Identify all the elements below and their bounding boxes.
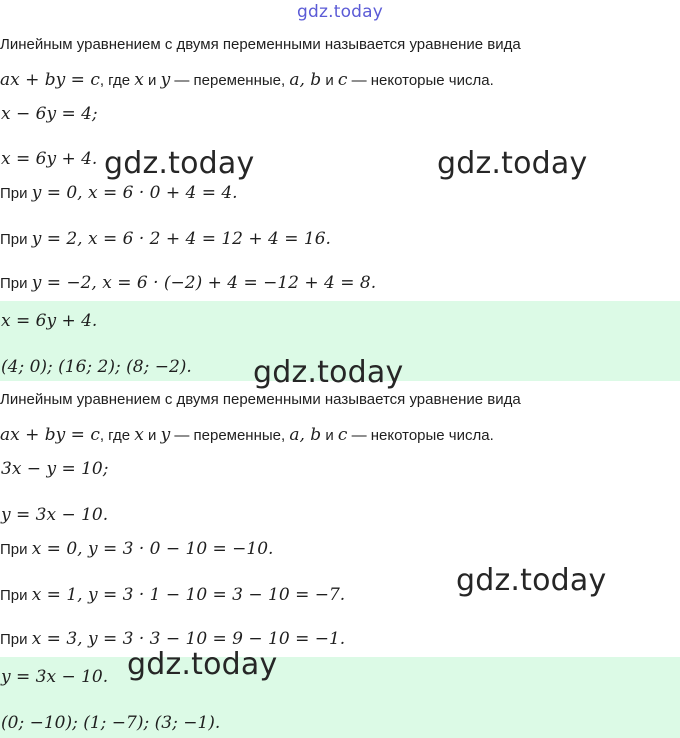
answer-formula: y = 3x − 10. (1, 667, 109, 687)
def-text-numbers: — некоторые числа. (347, 427, 494, 444)
step-prefix: При (0, 541, 28, 558)
step-3 (0, 629, 345, 649)
step-prefix: При (0, 231, 28, 248)
answer-pairs: (4; 0); (16; 2); (8; −2). (1, 357, 192, 377)
step-math: y = 0, x = 6 · 0 + 4 = 4. (31, 183, 238, 203)
def-formula: ax + by = c (0, 425, 100, 445)
step-math: y = 2, x = 6 · 2 + 4 = 12 + 4 = 16. (31, 229, 331, 249)
step-1 (0, 183, 238, 203)
step-math: x = 0, y = 3 · 0 − 10 = −10. (31, 539, 274, 559)
def-text-where: , где (99, 427, 135, 444)
step-3 (0, 273, 376, 293)
step-prefix: При (0, 275, 28, 292)
watermark-top: gdz.today (297, 2, 384, 22)
def-text-variables: — переменные, (170, 427, 290, 444)
def-coef-c: c (337, 425, 348, 445)
def-coef-ab: a, b (289, 425, 322, 445)
def-var-x: x (134, 425, 144, 445)
step-prefix: При (0, 631, 28, 648)
def-text-numbers: — некоторые числа. (347, 72, 494, 89)
watermark: gdz.today (437, 146, 588, 181)
expressed-equation: y = 3x − 10. (1, 505, 109, 525)
step-2 (0, 585, 345, 605)
definition-line1: Линейным уравнением с двумя переменными называется уравнение вида (0, 391, 521, 408)
watermark: gdz.today (104, 146, 255, 181)
definition-line1: Линейным уравнением с двумя переменными называется уравнение вида (0, 36, 521, 53)
step-prefix: При (0, 587, 28, 604)
def-coef-ab: a, b (289, 70, 322, 90)
step-math: y = −2, x = 6 · (−2) + 4 = −12 + 4 = 8. (31, 273, 377, 293)
def-text-and: и (143, 72, 161, 89)
def-var-y: y (160, 70, 171, 90)
equation: 3x − y = 10; (1, 459, 109, 479)
answer-formula: x = 6y + 4. (1, 311, 98, 331)
watermark: gdz.today (127, 647, 278, 682)
def-text-where: , где (99, 72, 135, 89)
def-var-x: x (134, 70, 144, 90)
step-1 (0, 539, 273, 559)
expressed-equation: x = 6y + 4. (1, 149, 98, 169)
step-prefix: При (0, 185, 28, 202)
step-math: x = 1, y = 3 · 1 − 10 = 3 − 10 = −7. (31, 585, 346, 605)
equation: x − 6y = 4; (1, 104, 98, 124)
def-formula: ax + by = c (0, 70, 100, 90)
step-math: x = 3, y = 3 · 3 − 10 = 9 − 10 = −1. (31, 629, 346, 649)
answer-pairs: (0; −10); (1; −7); (3; −1). (1, 713, 221, 733)
def-text-and2: и (321, 72, 338, 89)
def-text-and2: и (321, 427, 338, 444)
def-coef-c: c (337, 70, 348, 90)
def-var-y: y (160, 425, 171, 445)
definition-line2 (0, 425, 494, 445)
step-2 (0, 229, 331, 249)
def-text-and: и (143, 427, 161, 444)
def-text-variables: — переменные, (170, 72, 290, 89)
watermark: gdz.today (253, 355, 404, 390)
watermark: gdz.today (456, 563, 607, 598)
definition-line2 (0, 70, 494, 90)
